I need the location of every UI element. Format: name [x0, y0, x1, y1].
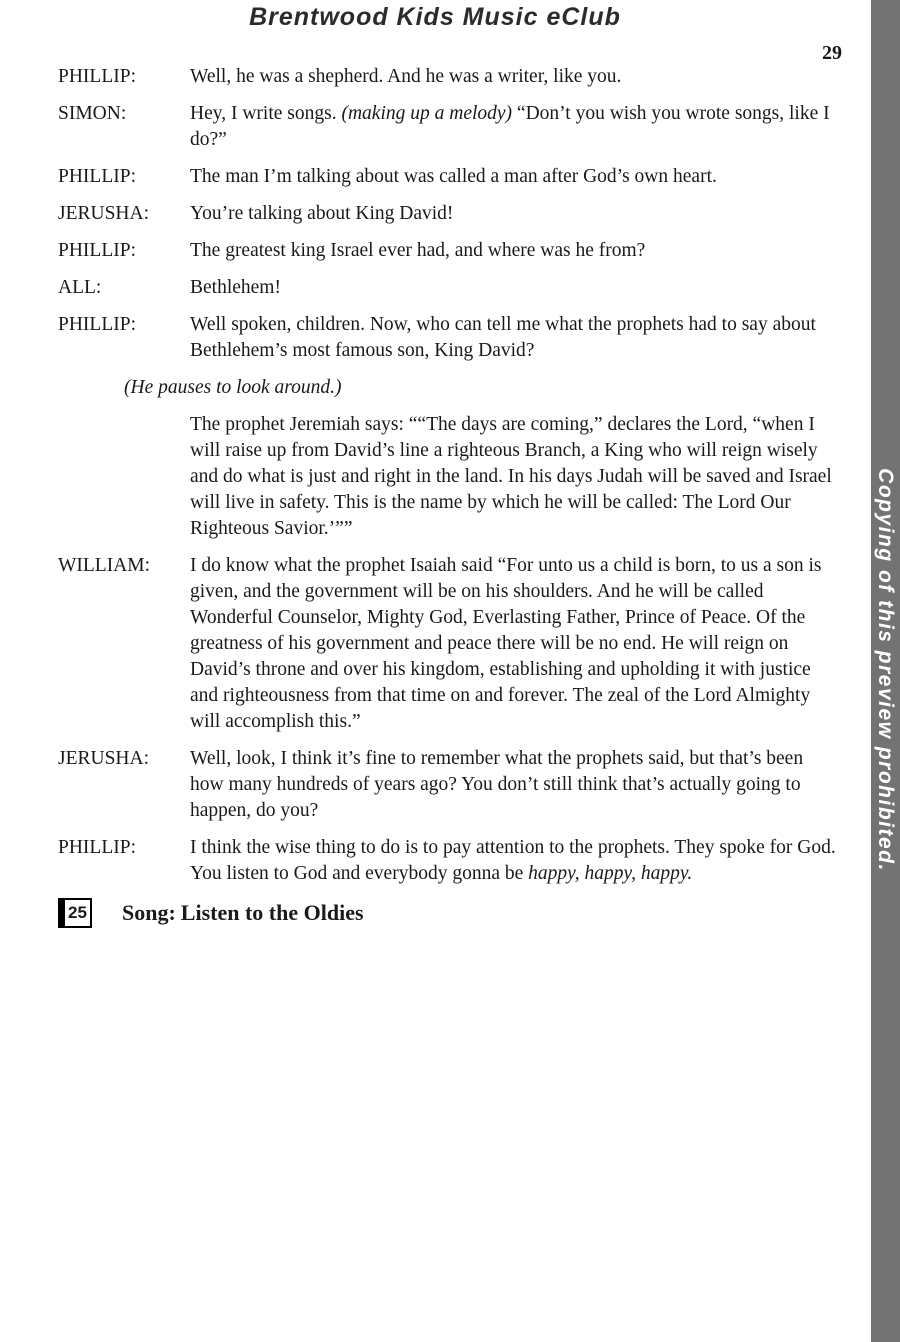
dialogue-line [58, 835, 840, 887]
speaker-name: SIMON: [58, 103, 127, 124]
song-title: Listen to the Oldies [180, 900, 364, 925]
stage-direction: (He pauses to look around.) [124, 377, 342, 398]
speaker-name: PHILLIP: [58, 314, 136, 335]
speaker-name: JERUSHA: [58, 203, 150, 224]
emphasis-text: happy, happy, happy. [528, 863, 693, 884]
inline-stage-direction: (making up a melody) [341, 103, 513, 124]
page-number: 29 [822, 42, 842, 64]
dialogue-line [58, 746, 840, 824]
speech-text: I think the wise thing to do is to pay attention to the prophets. They spoke for God. You listen to God and everybody gonna be happy, happy, happy. [190, 837, 836, 884]
dialogue-line [58, 275, 840, 301]
speech-text: You’re talking about King David! [190, 203, 454, 224]
speech-text: Well, he was a shepherd. And he was a writer, like you. [190, 66, 622, 87]
speech-text: Well, look, I think it’s fine to remember what the prophets said, but that’s been how many hundreds of years ago? You don’t still think that’s actually going to happen, do you? [190, 748, 804, 821]
dialogue-line [58, 101, 840, 153]
copyright-watermark: Copying of this preview prohibited. [874, 468, 897, 872]
dialogue-line [58, 553, 840, 735]
dialogue-line [58, 238, 840, 264]
speaker-name: PHILLIP: [58, 66, 136, 87]
track-number-icon [58, 898, 92, 928]
speech-continuation: The prophet Jeremiah says: ““The days are coming,” declares the Lord, “when I will raise up from David’s line a righteous Branch, a King who will reign wisely and do what is just and right in the land. In his days Judah will be saved and Israel will live in safety. This is the name by which he will be called: The Lord Our Righteous Savior.’”” [190, 414, 832, 539]
dialogue-line [58, 64, 840, 90]
speech-text: Hey, I write songs. (making up a melody) “Don’t you wish you wrote songs, like I do?” [190, 103, 830, 150]
speech-text: I do know what the prophet Isaiah said “For unto us a child is born, to us a son is given, and the government will be on his shoulders. And he will be called Wonderful Counselor, Mighty God, Everlasting Father, Prince of Peace. Of the greatness of his government and peace there will be no end. He will reign on David’s throne and over his kingdom, establishing and upholding it with justice and righteousness from that time on and forever. The zeal of the Lord Almighty will accomplish this.” [190, 555, 822, 732]
dialogue-line [58, 201, 840, 227]
dialogue-line [58, 312, 840, 364]
speech-text: The greatest king Israel ever had, and where was he from? [190, 240, 646, 261]
speaker-name: PHILLIP: [58, 837, 136, 858]
page-header-title: Brentwood Kids Music eClub [249, 3, 621, 31]
song-cue [58, 898, 840, 928]
song-label: Song: [122, 900, 176, 925]
speech-text: Bethlehem! [190, 277, 281, 298]
speech-text: Well spoken, children. Now, who can tell me what the prophets had to say about Bethlehem’s most famous son, King David? [190, 314, 816, 361]
dialogue-line [58, 164, 840, 190]
speaker-name: WILLIAM: [58, 555, 151, 576]
speaker-name: PHILLIP: [58, 240, 136, 261]
script-body [58, 64, 840, 928]
speaker-name: ALL: [58, 277, 102, 298]
speaker-name: JERUSHA: [58, 748, 150, 769]
speaker-name: PHILLIP: [58, 166, 136, 187]
speech-text: The man I’m talking about was called a man after God’s own heart. [190, 166, 717, 187]
track-number: 25 [68, 903, 87, 922]
